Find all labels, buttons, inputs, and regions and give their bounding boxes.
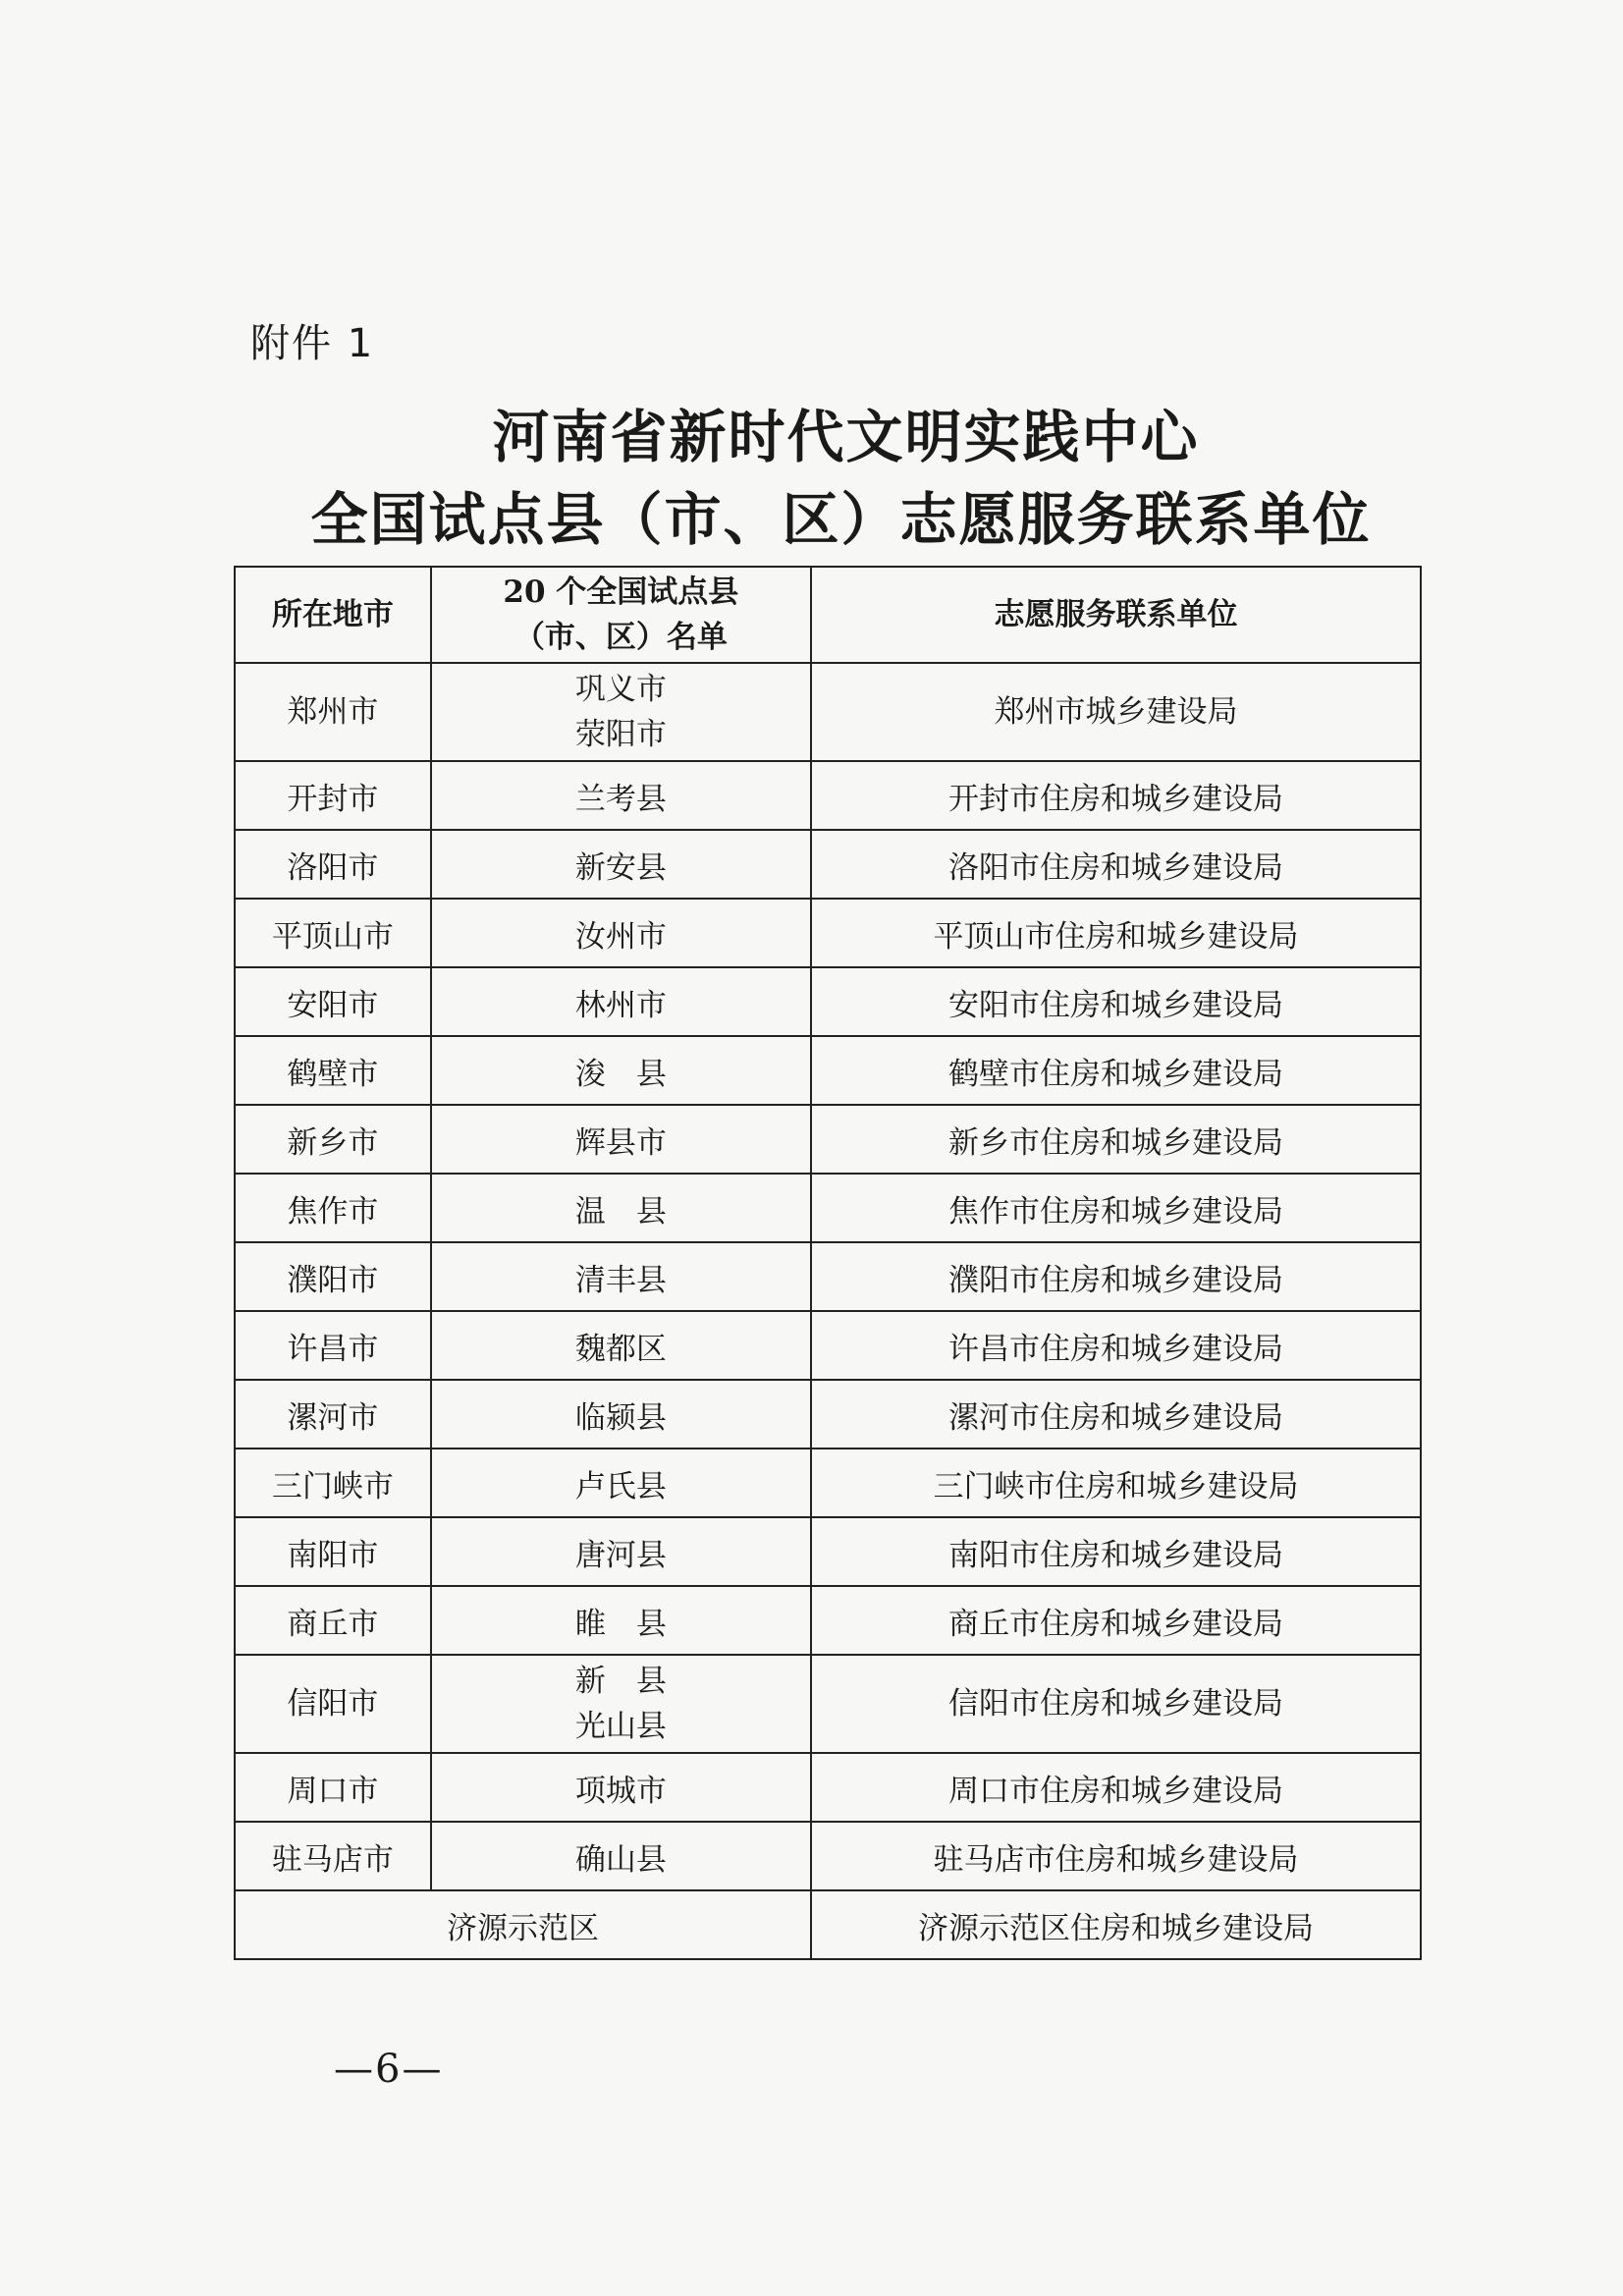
county-name: 魏都区 — [574, 1331, 667, 1367]
table-row — [235, 1655, 1421, 1753]
city-cell: 驻马店市 — [235, 1822, 431, 1890]
county-name: 清丰县 — [574, 1262, 667, 1298]
header-city: 所在地市 — [235, 567, 431, 663]
county-cell — [431, 663, 811, 761]
unit-cell: 平顶山市住房和城乡建设局 — [811, 899, 1421, 967]
table-body — [235, 663, 1421, 1959]
city-cell: 新乡市 — [235, 1105, 431, 1174]
table-row — [235, 830, 1421, 899]
unit-cell: 新乡市住房和城乡建设局 — [811, 1105, 1421, 1174]
county-name: 项城市 — [574, 1773, 667, 1809]
final-row-name: 济源示范区 — [235, 1890, 811, 1959]
contact-units-table — [234, 566, 1422, 1960]
unit-cell: 南阳市住房和城乡建设局 — [811, 1517, 1421, 1586]
table-row — [235, 1449, 1421, 1517]
county-name: 温 县 — [574, 1193, 667, 1230]
unit-cell: 周口市住房和城乡建设局 — [811, 1753, 1421, 1822]
city-cell: 安阳市 — [235, 967, 431, 1036]
county-name: 唐河县 — [574, 1537, 667, 1573]
table-row — [235, 1174, 1421, 1242]
city-cell: 洛阳市 — [235, 830, 431, 899]
county-cell — [431, 967, 811, 1036]
document-title-line1: 河南省新时代文明实践中心 — [492, 404, 1200, 470]
city-cell: 平顶山市 — [235, 899, 431, 967]
county-cell — [431, 1655, 811, 1753]
county-name: 兰考县 — [574, 781, 667, 817]
county-name: 确山县 — [574, 1841, 667, 1878]
table-row — [235, 1242, 1421, 1311]
county-cell — [431, 830, 811, 899]
county-name: 浚 县 — [574, 1056, 667, 1092]
county-name: 卢氏县 — [574, 1468, 667, 1504]
unit-cell: 三门峡市住房和城乡建设局 — [811, 1449, 1421, 1517]
county-cell — [431, 1517, 811, 1586]
county-name: 光山县 — [574, 1709, 667, 1744]
city-cell: 濮阳市 — [235, 1242, 431, 1311]
unit-cell: 开封市住房和城乡建设局 — [811, 761, 1421, 830]
attachment-label: 附件 1 — [250, 321, 375, 366]
table-row — [235, 1586, 1421, 1655]
header-unit: 志愿服务联系单位 — [811, 567, 1421, 663]
header-counties-line1: 20 个全国试点县 — [503, 574, 739, 610]
city-cell: 开封市 — [235, 761, 431, 830]
city-cell: 漯河市 — [235, 1380, 431, 1449]
county-name: 汝州市 — [574, 918, 667, 955]
county-name: 荥阳市 — [574, 717, 667, 752]
table-row — [235, 1036, 1421, 1105]
page-number: —6— — [334, 2047, 444, 2092]
county-cell — [431, 899, 811, 967]
county-cell — [431, 1753, 811, 1822]
county-cell — [431, 1242, 811, 1311]
county-name: 新 县 — [574, 1663, 667, 1699]
county-cell — [431, 761, 811, 830]
table-row — [235, 1311, 1421, 1380]
city-cell: 南阳市 — [235, 1517, 431, 1586]
table-row — [235, 1380, 1421, 1449]
city-cell: 鹤壁市 — [235, 1036, 431, 1105]
table-row — [235, 761, 1421, 830]
unit-cell: 信阳市住房和城乡建设局 — [811, 1655, 1421, 1753]
unit-cell: 驻马店市住房和城乡建设局 — [811, 1822, 1421, 1890]
document-title-line2: 全国试点县（市、区）志愿服务联系单位 — [310, 486, 1372, 553]
unit-cell: 漯河市住房和城乡建设局 — [811, 1380, 1421, 1449]
county-name: 巩义市 — [574, 671, 667, 707]
final-row-unit: 济源示范区住房和城乡建设局 — [811, 1890, 1421, 1959]
county-cell — [431, 1822, 811, 1890]
table-row — [235, 899, 1421, 967]
county-cell — [431, 1449, 811, 1517]
city-cell: 焦作市 — [235, 1174, 431, 1242]
city-cell: 许昌市 — [235, 1311, 431, 1380]
county-cell — [431, 1174, 811, 1242]
header-counties — [431, 567, 811, 663]
city-cell: 信阳市 — [235, 1655, 431, 1753]
table-row — [235, 1105, 1421, 1174]
unit-cell: 濮阳市住房和城乡建设局 — [811, 1242, 1421, 1311]
county-cell — [431, 1311, 811, 1380]
table-row — [235, 967, 1421, 1036]
city-cell: 商丘市 — [235, 1586, 431, 1655]
unit-cell: 焦作市住房和城乡建设局 — [811, 1174, 1421, 1242]
county-name: 临颍县 — [574, 1399, 667, 1436]
city-cell: 三门峡市 — [235, 1449, 431, 1517]
unit-cell: 许昌市住房和城乡建设局 — [811, 1311, 1421, 1380]
header-counties-line2: （市、区）名单 — [514, 620, 728, 655]
table-row — [235, 663, 1421, 761]
county-cell — [431, 1586, 811, 1655]
unit-cell: 安阳市住房和城乡建设局 — [811, 967, 1421, 1036]
table-row — [235, 1753, 1421, 1822]
city-cell: 周口市 — [235, 1753, 431, 1822]
county-cell — [431, 1036, 811, 1105]
city-cell: 郑州市 — [235, 663, 431, 761]
unit-cell: 商丘市住房和城乡建设局 — [811, 1586, 1421, 1655]
table-row — [235, 1517, 1421, 1586]
table-row-final — [235, 1890, 1421, 1959]
unit-cell: 鹤壁市住房和城乡建设局 — [811, 1036, 1421, 1105]
county-cell — [431, 1380, 811, 1449]
county-name: 新安县 — [574, 849, 667, 886]
unit-cell: 洛阳市住房和城乡建设局 — [811, 830, 1421, 899]
table-row — [235, 1822, 1421, 1890]
unit-cell: 郑州市城乡建设局 — [811, 663, 1421, 761]
county-name: 睢 县 — [574, 1606, 667, 1642]
county-name: 林州市 — [574, 987, 667, 1023]
county-cell — [431, 1105, 811, 1174]
county-name: 辉县市 — [574, 1124, 667, 1161]
table-header-row — [235, 567, 1421, 663]
